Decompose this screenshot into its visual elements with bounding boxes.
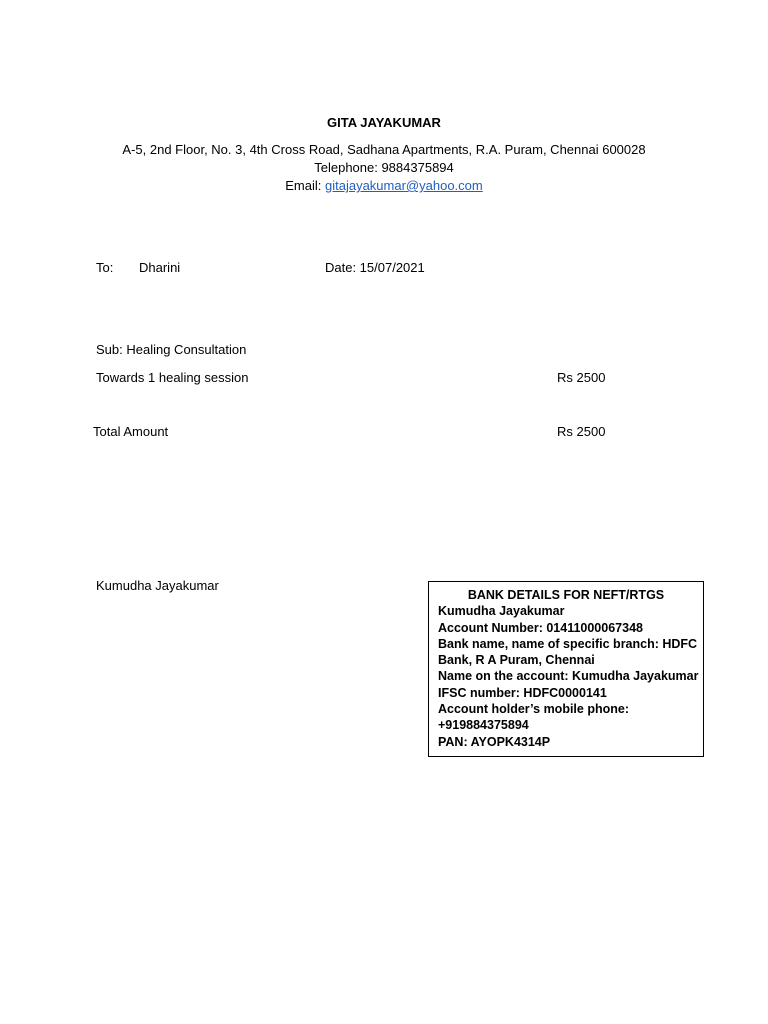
issuer-telephone: Telephone: 9884375894: [314, 160, 454, 175]
subject-line: Sub: Healing Consultation: [96, 342, 247, 357]
line-item-amount: Rs 2500: [557, 370, 606, 385]
invoice-date: Date: 15/07/2021: [325, 260, 425, 275]
issuer-email-line: [0, 178, 768, 193]
bank-account-name: Name on the account: Kumudha Jayakumar: [438, 669, 699, 684]
bank-ifsc: IFSC number: HDFC0000141: [438, 685, 607, 700]
bank-mobile-label: Account holder’s mobile phone:: [438, 702, 629, 717]
bank-branch-line-1: Bank name, name of specific branch: HDFC: [438, 636, 698, 651]
issuer-name: GITA JAYAKUMAR: [327, 115, 441, 130]
total-amount: Rs 2500: [557, 424, 606, 439]
email-label: Email:: [285, 178, 325, 193]
recipient-name: Dharini: [139, 260, 181, 275]
signatory-name: Kumudha Jayakumar: [96, 578, 219, 593]
bank-details-title: BANK DETAILS FOR NEFT/RTGS: [467, 588, 665, 602]
bank-account-number: Account Number: 01411000067348: [438, 620, 643, 635]
email-link[interactable]: gitajayakumar@yahoo.com: [325, 178, 483, 193]
issuer-address: A-5, 2nd Floor, No. 3, 4th Cross Road, Sadhana Apartments, R.A. Puram, Chennai 600028: [122, 142, 646, 157]
bank-branch-line-2: Bank, R A Puram, Chennai: [438, 653, 595, 668]
bank-account-holder: Kumudha Jayakumar: [438, 604, 565, 619]
line-item-description: Towards 1 healing session: [96, 370, 249, 385]
bank-mobile-number: +919884375894: [438, 718, 529, 733]
bank-details-box: [428, 581, 704, 757]
total-label: Total Amount: [93, 424, 169, 439]
to-label: To:: [96, 260, 114, 275]
bank-pan: PAN: AYOPK4314P: [438, 734, 551, 749]
